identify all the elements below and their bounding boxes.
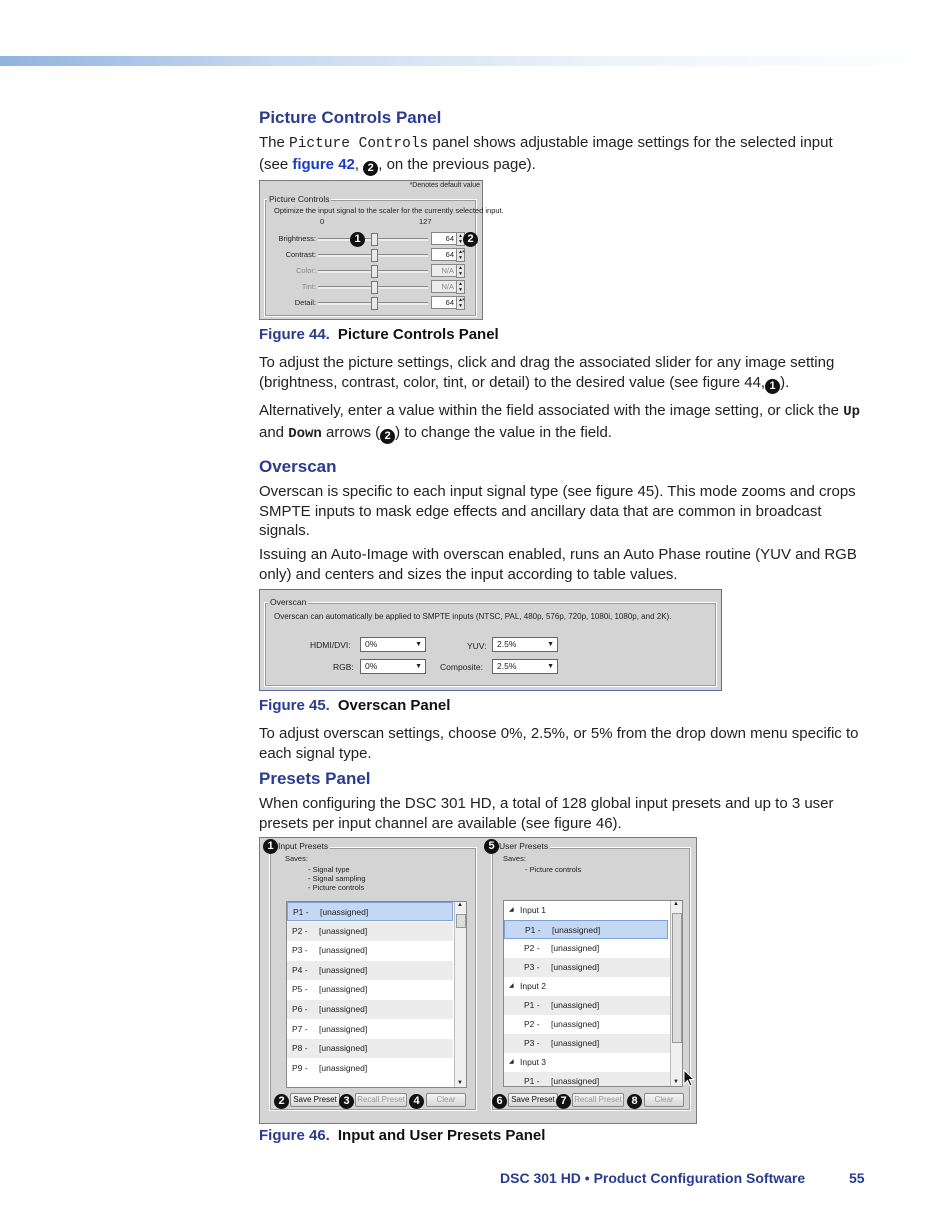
callout-7: 7 (556, 1094, 571, 1109)
input-saves-item: - Picture controls (308, 883, 365, 892)
presets-para1: When configuring the DSC 301 HD, a total of 128 global input presets and up to 3 user presets per input channel are available (see figure 46). (259, 795, 834, 832)
list-item[interactable]: P3 - [unassigned] (504, 1034, 670, 1053)
overscan-para1: Overscan is specific to each input signal type (see figure 45). This mode zooms and crops SMPTE inputs to mask edge effects and ancillary data that are common in broadcast signals. (259, 483, 856, 539)
user-presets-tree[interactable] (503, 900, 683, 1087)
tint-label: Tint: (301, 282, 316, 291)
picture-controls-desc: Optimize the input signal to the scaler for the currently selected input. (274, 206, 504, 215)
picture-para1: To adjust the picture settings, click and drag the associated slider for any image setting (brightness, contrast, color, tint, or detail) to the desired value (see figure 44, 1 ). (259, 354, 835, 392)
detail-row (260, 296, 480, 310)
tree-group-input-3[interactable]: ◢ Input 3 (509, 1057, 546, 1067)
user-presets-title: User Presets (499, 841, 549, 851)
callout-3: 3 (339, 1094, 354, 1109)
callout-8: 8 (627, 1094, 642, 1109)
list-item[interactable]: P5 - [unassigned] (292, 984, 368, 995)
figure-45-caption: Figure 45. Overscan Panel (259, 697, 451, 714)
brightness-row (260, 232, 480, 246)
tint-spin-arrows: ▲ ▼ (456, 280, 465, 294)
input-clear-button[interactable]: Clear (426, 1093, 466, 1107)
heading-picture-controls: Picture Controls Panel (259, 108, 442, 127)
tint-slider-thumb (371, 281, 378, 294)
input-presets-title: Input Presets (278, 841, 329, 851)
chevron-down-icon: ▼ (547, 641, 554, 648)
brightness-spin-arrows[interactable]: ▲ ▼ (456, 232, 465, 246)
picture-para2: Alternatively, enter a value within the field associated with the image setting, or click the Up and Down arrows ( 2 ) to change the value in the field. (259, 402, 860, 442)
input-presets-list[interactable] (286, 901, 467, 1088)
detail-default-marker: * (462, 296, 465, 305)
figure-46-caption: Figure 46. Input and User Presets Panel (259, 1127, 546, 1144)
overscan-para3: To adjust overscan settings, choose 0%, 2.5%, or 5% from the drop down menu specific to each signal type. (259, 725, 859, 762)
list-item[interactable]: P2 - [unassigned] (287, 922, 453, 941)
scroll-up-icon[interactable]: ▲ (457, 902, 463, 908)
default-note: *Denotes default value (409, 182, 480, 189)
contrast-row (260, 248, 480, 262)
list-item[interactable]: P1 - [unassigned] (504, 920, 668, 939)
hdmi-label: HDMI/DVI: (310, 640, 351, 650)
tree-group-input-2[interactable]: ◢ Input 2 (509, 981, 546, 991)
hdmi-overscan-dropdown[interactable]: 0% ▼ (360, 637, 426, 652)
input-save-preset-button[interactable]: Save Preset (290, 1093, 340, 1107)
list-item[interactable]: P1 - [unassigned] (287, 902, 453, 921)
overscan-desc: Overscan can automatically be applied to SMPTE inputs (NTSC, PAL, 480p, 576p, 720p, 1080i, 1080p, and 2K). (274, 612, 672, 621)
yuv-label: YUV: (467, 641, 487, 651)
callout-1: 1 (263, 839, 278, 854)
figure-42-link[interactable]: figure 42 (292, 155, 355, 173)
user-tree-scrollbar[interactable] (670, 901, 682, 1086)
callout-4: 4 (409, 1094, 424, 1109)
user-saves-label: Saves: (503, 854, 526, 863)
scrollbar-thumb[interactable] (456, 914, 466, 928)
contrast-spin-arrows[interactable]: ▲ ▼ (456, 248, 465, 262)
scroll-down-icon[interactable]: ▼ (673, 1079, 679, 1085)
user-save-preset-button[interactable]: Save Preset (508, 1093, 558, 1107)
user-saves-item: - Picture controls (525, 865, 582, 874)
list-item[interactable]: P4 - [unassigned] (287, 961, 453, 980)
chevron-down-icon: ▼ (415, 641, 422, 648)
scrollbar-thumb[interactable] (672, 913, 682, 1043)
list-item[interactable]: P2 - [unassigned] (524, 943, 600, 953)
chevron-down-icon: ▼ (547, 663, 554, 670)
callout-5: 5 (484, 839, 499, 854)
presets-window (259, 837, 697, 1124)
callout-2: 2 (380, 429, 395, 444)
callout-1: 1 (765, 379, 780, 394)
contrast-label: Contrast: (285, 250, 316, 259)
callout-2: 2 (463, 232, 478, 247)
input-saves-item: - Signal sampling (308, 874, 366, 883)
rgb-label: RGB: (333, 662, 354, 672)
list-item[interactable]: P3 - [unassigned] (504, 958, 670, 977)
tree-group-input-1[interactable]: ◢ Input 1 (509, 905, 546, 915)
chevron-down-icon: ▼ (415, 663, 422, 670)
composite-overscan-dropdown[interactable]: 2.5% ▼ (492, 659, 558, 674)
detail-slider-thumb[interactable] (371, 297, 378, 310)
yuv-overscan-dropdown[interactable]: 2.5% ▼ (492, 637, 558, 652)
callout-1: 1 (350, 232, 365, 247)
input-recall-preset-button[interactable]: Recall Preset (355, 1093, 407, 1107)
overscan-title: Overscan (270, 597, 307, 607)
composite-label: Composite: (440, 662, 483, 672)
heading-overscan: Overscan (259, 457, 337, 476)
figure-44-caption: Figure 44. Picture Controls Panel (259, 326, 499, 343)
color-slider-thumb (371, 265, 378, 278)
scroll-up-icon[interactable]: ▲ (673, 901, 679, 907)
brightness-value-field[interactable]: 64 (431, 232, 457, 245)
input-saves-item: - Signal type (308, 865, 350, 874)
list-item[interactable]: P9 - [unassigned] (292, 1062, 368, 1073)
brightness-label: Brightness: (278, 234, 316, 243)
scroll-down-icon[interactable]: ▼ (457, 1080, 463, 1086)
list-item[interactable]: P3 - [unassigned] (292, 945, 368, 956)
contrast-slider-thumb[interactable] (371, 249, 378, 262)
rgb-overscan-dropdown[interactable]: 0% ▼ (360, 659, 426, 674)
list-item[interactable]: P6 - [unassigned] (287, 1000, 453, 1019)
contrast-value-field[interactable]: 64 (431, 248, 457, 261)
list-item[interactable]: P1 - [unassigned] (504, 996, 670, 1015)
list-item[interactable]: P8 - [unassigned] (287, 1039, 453, 1058)
tint-row (260, 280, 480, 294)
color-label: Color: (295, 266, 316, 275)
picture-intro: The Picture Controls panel shows adjustable image settings for the selected input (see figure 42, 2 , on the previous page). (259, 134, 833, 174)
detail-value-field[interactable]: 64 (431, 296, 457, 309)
color-row (260, 264, 480, 278)
mouse-cursor-icon (683, 1069, 695, 1087)
heading-presets: Presets Panel (259, 769, 371, 788)
picture-controls-window (259, 180, 504, 320)
tint-value-field: N/A (431, 280, 457, 293)
color-spin-arrows: ▲ ▼ (456, 264, 465, 278)
detail-spin-arrows[interactable]: ▲ ▼ (456, 296, 465, 310)
slider-max-label: 127 (419, 217, 432, 226)
overscan-window (259, 589, 722, 691)
list-item[interactable]: P2 - [unassigned] (524, 1019, 600, 1029)
user-recall-preset-button[interactable]: Recall Preset (572, 1093, 624, 1107)
list-item[interactable]: P7 - [unassigned] (292, 1023, 368, 1034)
callout-2: 2 (274, 1094, 289, 1109)
contrast-default-marker: * (462, 248, 465, 257)
header-gradient-bar (0, 56, 950, 66)
input-list-scrollbar[interactable] (454, 902, 466, 1087)
overscan-para2: Issuing an Auto-Image with overscan enabled, runs an Auto Phase routine (YUV and RGB only) and centers and sizes the input according to table values. (259, 546, 857, 583)
brightness-slider-thumb[interactable] (371, 233, 378, 246)
footer-title: DSC 301 HD • Product Configuration Software (500, 1170, 806, 1186)
callout-2: 2 (363, 161, 378, 176)
user-clear-button[interactable]: Clear (644, 1093, 684, 1107)
color-value-field: N/A (431, 264, 457, 277)
page-number: 55 (849, 1170, 865, 1186)
list-item[interactable]: P1 - [unassigned] (504, 1072, 670, 1087)
callout-6: 6 (492, 1094, 507, 1109)
detail-label: Detail: (294, 298, 316, 307)
picture-controls-title: Picture Controls (269, 194, 330, 204)
input-saves-label: Saves: (285, 854, 308, 863)
slider-min-label: 0 (320, 217, 325, 226)
